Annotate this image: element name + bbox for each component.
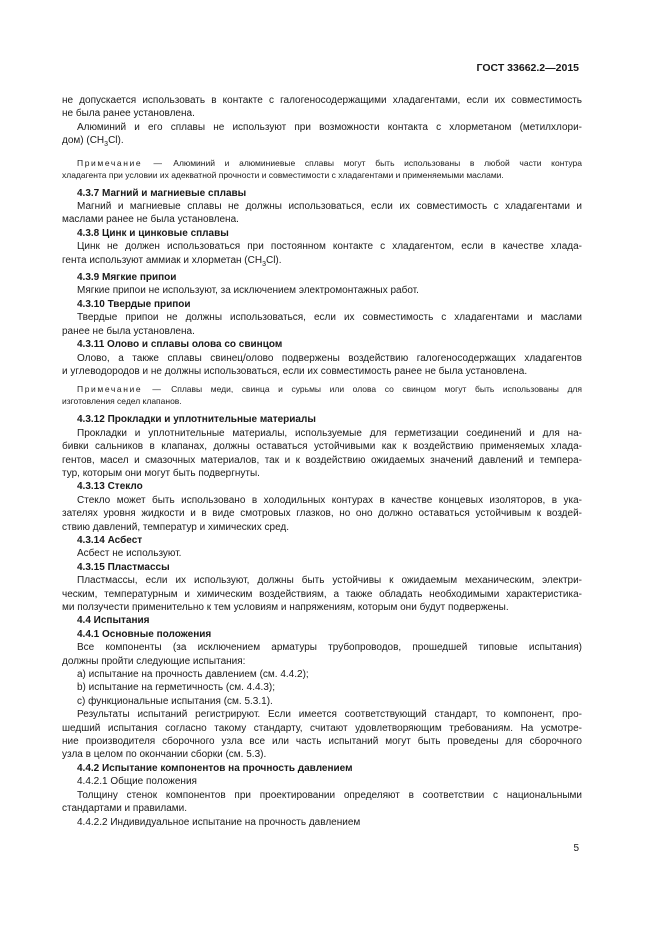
text-line: не допускается использовать в контакте с галогеносодержащими хладагентами, если их совместимость [62, 95, 582, 106]
section-heading-4-3-12: 4.3.12 Прокладки и уплотнительные материалы [77, 414, 316, 426]
text-line: зателях уровня жидкости и в виде смотровых глазков, но оно должно оставаться устойчивым к воздей- [62, 508, 582, 520]
text-line: ми ползучести применительно к тем условиям и напряжениям, которым они будут подвержены. [62, 602, 509, 613]
list-item: a) испытание на прочность давлением (см. 4.4.2); [77, 669, 309, 681]
text-line: Алюминий и его сплавы не используют при возможности контакта с хлорметаном (метилхлори- [77, 121, 582, 133]
text-line: ние производителя сборочного узла все или часть испытаний могут быть проведены для сборочного [62, 736, 582, 748]
text-line: узла в целом по окончании сборки (см. 5.3). [62, 749, 267, 761]
document-code: ГОСТ 33662.2—2015 [476, 62, 579, 74]
text-line: Толщину стенок компонентов при проектировании определяют в соответствии с национальными [77, 789, 582, 801]
section-heading-4-3-8: 4.3.8 Цинк и цинковые сплавы [77, 227, 229, 239]
text-line: и углеводородов и не должны использоваться, если их совместимость ранее не была установлена. [62, 365, 528, 377]
section-heading-4-4-1: 4.4.1 Основные положения [77, 628, 212, 640]
text-line: дом) $(CH_3Cl)$. [62, 135, 124, 149]
text-line: Мягкие припои не используют, за исключением электромонтажных работ. [77, 285, 419, 297]
note: Примечание — Алюминий и алюминиевые сплавы могут быть использованы в любой части контура хладагента при условии их адекватной прочности и совместимости с хладагентами и применяемыми маслами. [62, 157, 582, 180]
text-line: не была ранее установлена. [62, 108, 195, 120]
page-body [62, 94, 582, 829]
text-line: маслами ранее не была установлена. [62, 214, 239, 226]
text-line: Результаты испытаний регистрируют. Если имеется соответствующий стандарт, то компонент, про- [77, 709, 582, 721]
note-label: Примечание — [77, 384, 163, 395]
text-line: изготовления седел клапанов. [62, 396, 182, 407]
text-line: Все компоненты (за исключением арматуры трубопроводов, прошедшей типовые испытания) [77, 642, 582, 654]
note-label: Примечание — [77, 157, 164, 168]
section-heading-4-3-9: 4.3.9 Мягкие припои [77, 272, 177, 284]
section-heading-4-4-2: 4.4.2 Испытание компонентов на прочность давлением [77, 762, 353, 774]
subsection-heading: 4.4.2.1 Общие положения [77, 776, 197, 788]
text-line: хладагента при условии их адекватной прочности и совместимости с хладагентами и применяемыми маслами. [62, 169, 504, 180]
text-line: Олово, а также сплавы свинец/олово подвержены воздействию галогеносодержащих хладагентов [77, 352, 582, 364]
text-line: стандартами и правилами. [62, 803, 187, 815]
text-line: тур, которым они могут быть подвергнуты. [62, 467, 260, 479]
text-line: Асбест не используют. [77, 548, 182, 560]
text-line: Цинк не должен использоваться при постоянном контакте с хладагентом, если в качестве хлада- [77, 241, 582, 253]
text-line: ствию давлений, температур и химических сред. [62, 521, 290, 533]
page-number: 5 [573, 843, 579, 854]
note: Примечание — Сплавы меди, свинца и сурьмы или олова со свинцом могут быть использованы для изготовления седел клапанов. [62, 384, 582, 407]
text-line: Пластмассы, если их используют, должны быть устойчивы к ожидаемым механическим, электри- [77, 575, 582, 587]
section-heading-4-3-11: 4.3.11 Олово и сплавы олова со свинцом [77, 339, 283, 351]
section-heading-4-3-15: 4.3.15 Пластмассы [77, 561, 170, 573]
text-line: гента используют аммиак и хлорметан $(CH_3Cl)$. [62, 254, 282, 268]
subsection-heading: 4.4.2.2 Индивидуальное испытание на прочность давлением [77, 816, 361, 828]
text-line: ческим, температурным и химическим воздействиям, а также обладать необходимыми характеристика- [62, 588, 582, 600]
text-line: шедший испытания согласно такому стандарту, считают удовлетворяющим требованиям. На усмотре- [62, 722, 582, 734]
section-heading-4-3-7: 4.3.7 Магний и магниевые сплавы [77, 187, 247, 199]
text-line: Магний и магниевые сплавы не должны использоваться, если их совместимость с хладагентами и [77, 201, 582, 213]
text-line: ранее не была установлена. [62, 325, 195, 337]
text-line: Твердые припои не должны использоваться, если их совместимость с хладагентами и маслами [77, 312, 582, 324]
section-heading-4-3-14: 4.3.14 Асбест [77, 534, 143, 546]
list-item: b) испытание на герметичность (см. 4.4.3); [77, 682, 275, 694]
section-heading-4-3-10: 4.3.10 Твердые припои [77, 298, 191, 310]
section-heading-4-4: 4.4 Испытания [77, 615, 150, 627]
text-line: гентов, масел и смазочных материалов, так и к воздействию ожидаемых значений давлений и темпера- [62, 454, 582, 466]
text-line: Стекло может быть использовано в холодильных контурах в качестве концевых изоляторов, в ука- [77, 494, 582, 506]
list-item: c) функциональные испытания (см. 5.3.1). [77, 695, 273, 707]
text-line: Прокладки и уплотнительные материалы, используемые для герметизации соединений и для на- [77, 427, 582, 439]
text-line: должны пройти следующие испытания: [62, 655, 246, 667]
section-heading-4-3-13: 4.3.13 Стекло [77, 481, 143, 493]
text-line: бивки сальников в клапанах, должны оставаться устойчивыми как к воздействию применяемых хлада- [62, 441, 582, 453]
